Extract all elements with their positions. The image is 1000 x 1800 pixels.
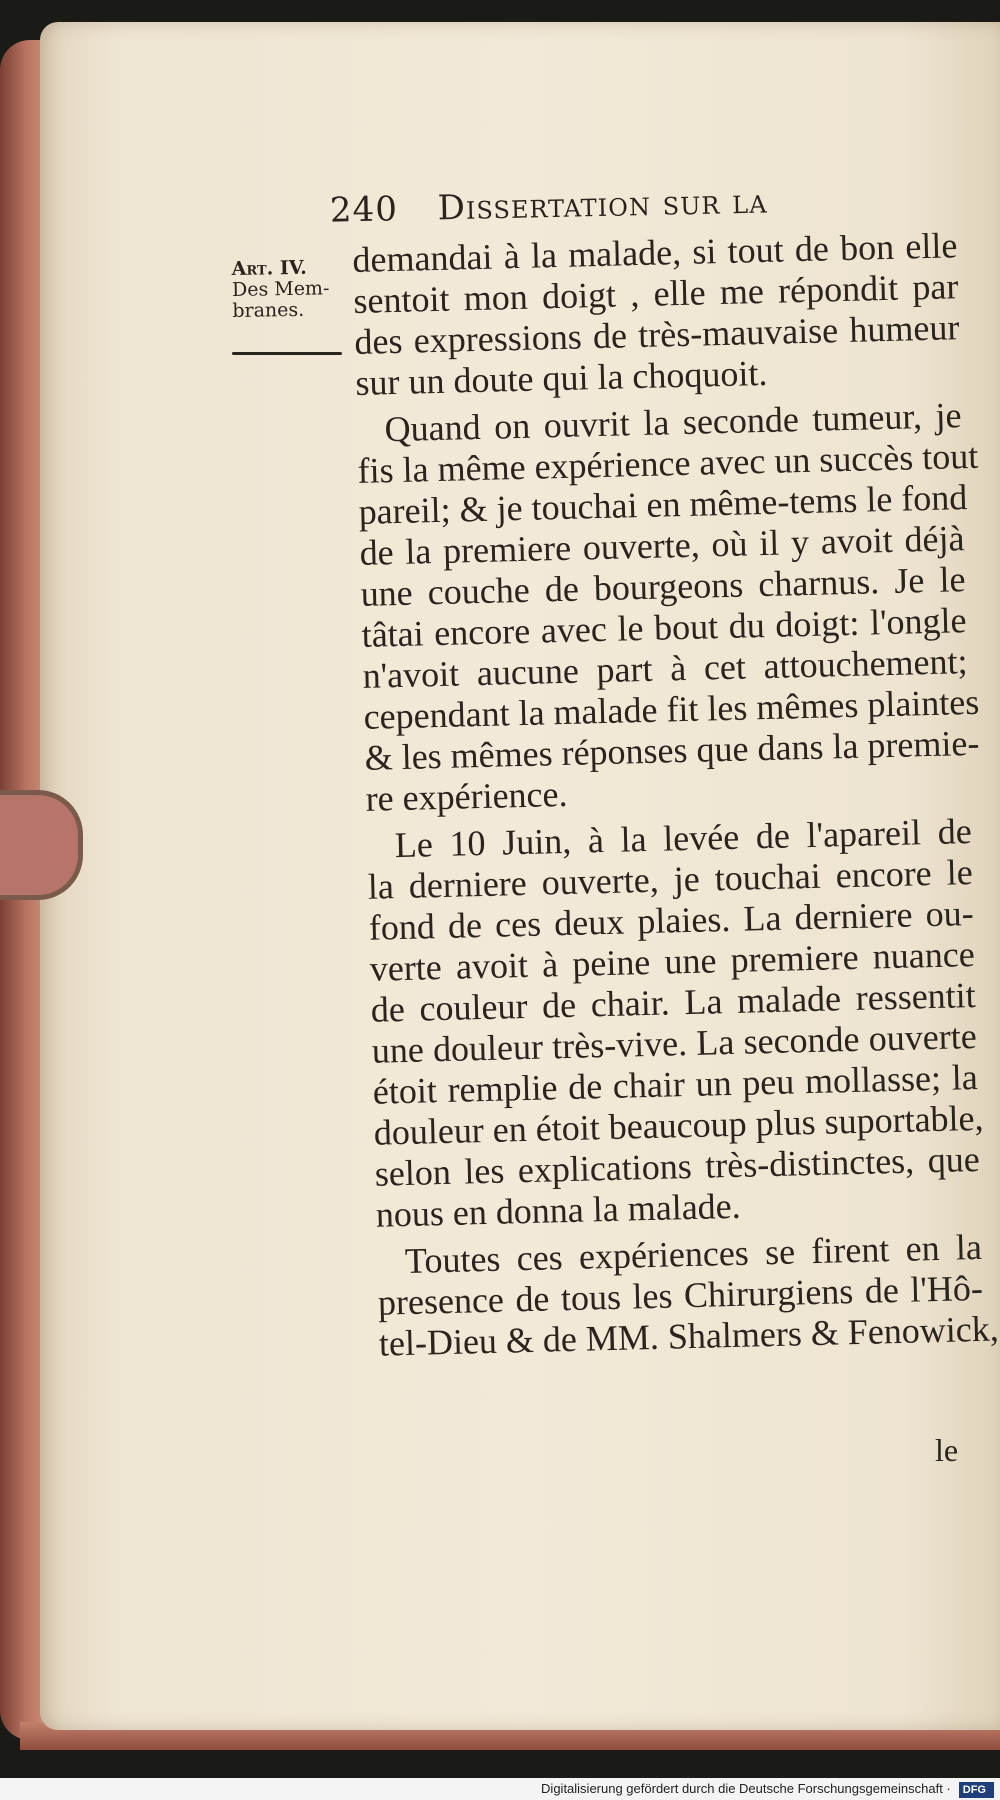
text-line: fond de ces deux plaies. La derniere ou-	[368, 893, 975, 948]
text-line: une couche de bourgeons charnus. Je le	[360, 559, 966, 614]
text-line: selon les explications très-distinctes, que	[374, 1138, 981, 1194]
text-line: tâtai encore avec le bout du doigt: l'ongle	[361, 600, 967, 655]
text-line: fis la même expérience avec un succès tout	[357, 435, 979, 491]
text-line: sentoit mon doigt , elle me répondit par	[353, 266, 959, 321]
page-number: 240	[329, 189, 399, 231]
margin-line-1: Des Mem-	[231, 277, 330, 302]
footer-credit-bar	[0, 1778, 1000, 1800]
paragraph	[356, 395, 980, 820]
body-text	[352, 225, 1000, 1370]
text-line: cependant la malade fit les mêmes plaintes	[363, 681, 980, 737]
paragraph	[352, 225, 961, 404]
text-line: douleur en étoit beaucoup plus suportable,	[373, 1097, 984, 1153]
footer-credit: Digitalisierung gefördert durch die Deutsche Forschungsgemeinschaft ·	[541, 1781, 951, 1796]
text-line: la derniere ouverte, je touchai encore le	[367, 852, 974, 907]
text-line: nous en donna la malade.	[375, 1185, 742, 1235]
text-line: re expérience.	[365, 773, 568, 819]
paragraph	[366, 811, 984, 1236]
text-line: tel-Dieu & de MM. Shalmers & Fenowick,	[378, 1308, 1000, 1364]
margin-article: Art. IV.	[231, 256, 307, 281]
text-line: Le 10 Juin, à la levée de l'apareil de	[394, 811, 973, 866]
text-line: Quand on ouvrit la seconde tumeur, je	[384, 395, 962, 450]
margin-rule	[232, 352, 342, 355]
running-title: Dissertation sur la	[437, 181, 768, 229]
margin-note	[231, 257, 352, 322]
text-line: demandai à la malade, si tout de bon elle	[352, 225, 958, 280]
text-line: pareil; & je touchai en même-tems le fond	[358, 477, 968, 532]
text-line: & les mêmes réponses que dans la premie-	[364, 722, 980, 778]
catchword: le	[935, 1432, 959, 1468]
paragraph	[376, 1226, 1000, 1365]
text-line: des expressions de très-mauvaise humeur	[354, 307, 960, 362]
text-line: de la premiere ouverte, où il y avoit déjà	[359, 518, 965, 573]
text-line: n'avoit aucune part à cet attouchement;	[362, 641, 968, 696]
text-line: Toutes ces expériences se firent en la	[404, 1226, 983, 1282]
text-line: de couleur de chair. La malade ressentit	[370, 974, 977, 1030]
text-line: verte avoit à peine une premiere nuance	[369, 934, 976, 989]
text-line: sur un doute qui la choquoit.	[355, 352, 768, 403]
text-line: une douleur très-vive. La seconde ouverte	[371, 1015, 978, 1071]
ribbon-bookmark	[0, 790, 83, 900]
margin-line-2: branes.	[232, 298, 305, 323]
dfg-logo: DFG	[959, 1782, 994, 1798]
text-line: étoit remplie de chair un peu mollasse; la	[372, 1056, 979, 1112]
text-line: presence de tous les Chirurgiens de l'Hô-	[377, 1267, 984, 1323]
